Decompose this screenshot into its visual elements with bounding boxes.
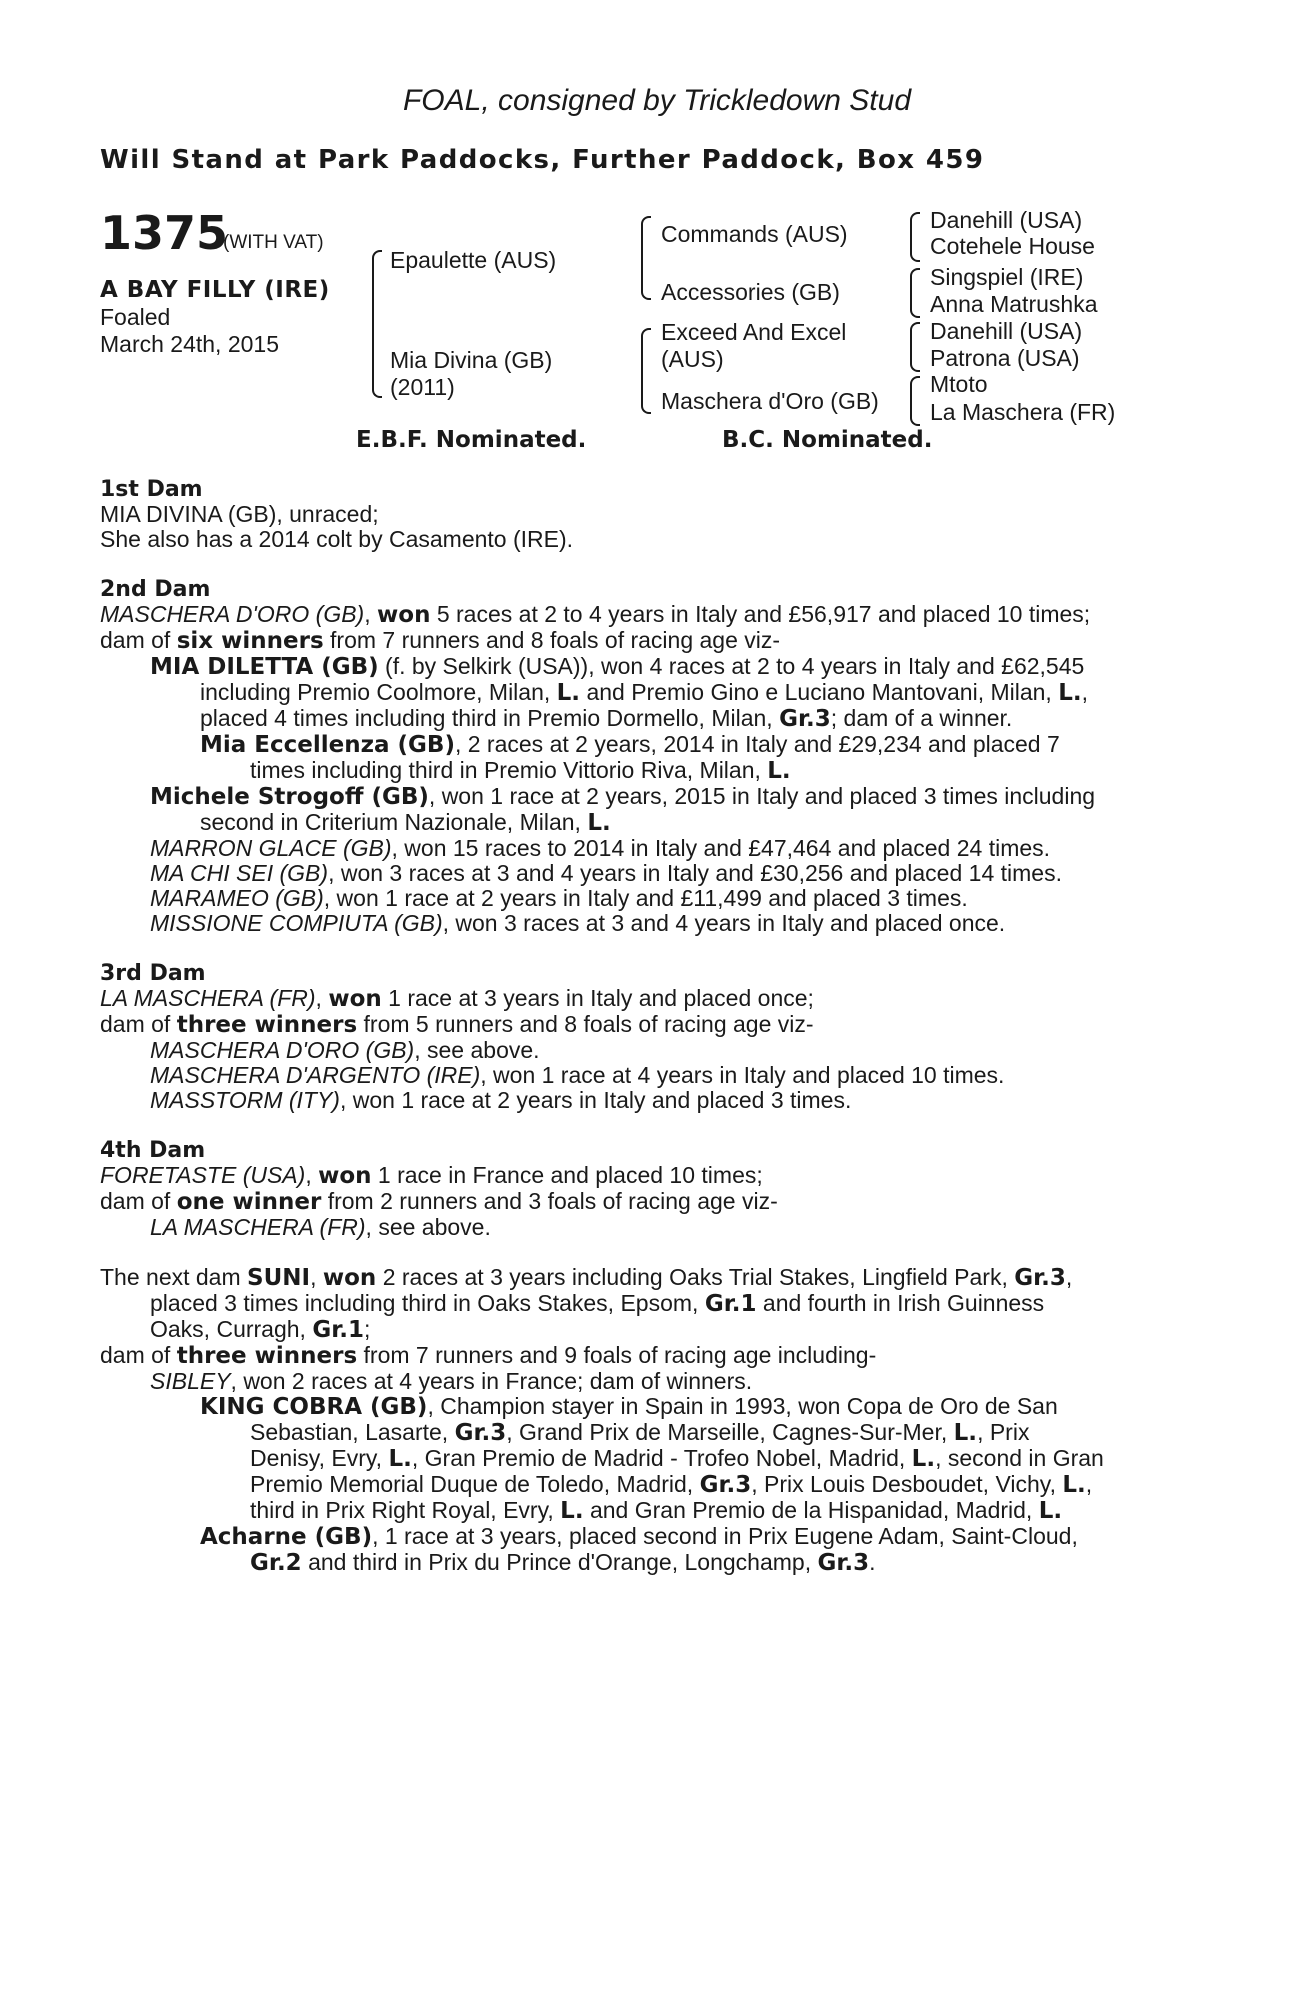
text: , [310,1264,323,1290]
progeny-acharne [100,1524,1212,1550]
text: , 1 race at 3 years, placed second in Prix Eugene Adam, Saint-Cloud, [372,1523,1078,1549]
progeny-continuation [100,1446,1212,1472]
progeny-continuation [100,680,1212,706]
pedigree-gen2-2: Accessories (GB) [661,279,840,305]
third-dam-section [100,961,1212,1113]
text: , Grand Prix de Marseille, Cagnes-Sur-Mer, [506,1419,954,1445]
text: dam of [100,1188,177,1214]
first-dam-heading: 1st Dam [100,477,203,502]
horse-name: FORETASTE (USA) [100,1162,306,1188]
progeny-continuation [100,706,1212,732]
grade: L. [587,810,611,836]
progeny-continuation [100,810,1212,836]
pedigree-gen3-5: Danehill (USA) [930,318,1083,344]
text: from 5 runners and 8 foals of racing age viz- [357,1011,814,1037]
horse-name: MISSIONE COMPIUTA (GB) [150,910,443,936]
progeny-sibley [100,1369,1212,1394]
text: Oaks, Curragh, [150,1316,313,1342]
winners-count: six winners [176,628,324,654]
text: dam of [100,1342,177,1368]
next-dam-line [100,1265,1212,1291]
progeny-michele-strogoff [100,784,1212,810]
ebf-nominated: E.B.F. Nominated. [356,427,587,453]
pedigree-gen2-1: Commands (AUS) [661,221,848,247]
lot-number: 1375 [100,206,229,260]
fourth-dam-produce [100,1189,1212,1215]
text: , won 1 race at 2 years, 2015 in Italy and placed 3 times including [428,783,1096,809]
next-dam-continuation [100,1291,1212,1317]
text: , won 2 races at 4 years in France; dam of winners. [230,1368,753,1394]
grade: L. [953,1420,978,1446]
grade: Gr.1 [312,1317,365,1343]
horse-name: MASCHERA D'ORO (GB) [100,601,365,627]
progeny-continuation [100,1472,1212,1498]
text: , won 3 races at 3 and 4 years in Italy and placed once. [442,910,1006,936]
progeny-king-cobra [100,1394,1212,1420]
text: and Premio Gino e Luciano Mantovani, Milan, [580,679,1059,705]
pedigree-gen2-3: Exceed And Excel [661,319,847,345]
pedigree-gen3-4: Anna Matrushka [930,291,1098,317]
text: placed 4 times including third in Premio Dormello, Milan, [200,705,780,731]
pedigree-dam-year: (2011) [390,374,455,400]
text: The next dam [100,1264,248,1290]
grade: L. [767,758,791,784]
sire-line-brace [641,216,651,300]
grade: L. [1058,680,1082,706]
text: 5 races at 2 to 4 years in Italy and £56,917 and placed 10 times; [430,601,1091,627]
dam-line-brace [641,328,651,414]
progeny-mia-eccellenza [100,732,1212,758]
text: , [1081,679,1089,705]
text: , [315,985,329,1011]
grade: L. [560,1498,584,1524]
text: 1 race in France and placed 10 times; [371,1162,763,1188]
won-label: won [377,602,431,628]
first-dam-note: She also has a 2014 colt by Casamento (IRE). [100,526,574,552]
horse-name: LA MASCHERA (FR) [100,985,316,1011]
text: , won 1 race at 2 years in Italy and £11,499 and placed 3 times. [323,885,968,911]
grade: Gr.2 [250,1550,302,1576]
text: including Premio Coolmore, Milan, [200,679,557,705]
text: third in Prix Right Royal, Evry, [250,1497,561,1523]
horse-name: Mia Eccellenza (GB) [200,732,455,758]
grade: L. [556,680,581,706]
horse-name: Acharne (GB) [200,1524,373,1550]
pedigree-gen2-3b: (AUS) [661,346,724,372]
text: ; dam of a winner. [830,705,1013,731]
horse-name: MA CHI SEI (GB) [150,860,329,886]
grade: L. [1038,1498,1063,1524]
text: , Prix [977,1419,1030,1445]
won-label: won [322,1265,377,1291]
sire-dam-brace [372,250,382,398]
grade: L. [1062,1472,1086,1498]
progeny-continuation [100,1498,1212,1524]
grade: Gr.3 [1014,1265,1066,1291]
third-dam-line [100,986,1212,1012]
progeny-maschera-dargento [100,1063,1212,1088]
horse-name: Michele Strogoff (GB) [150,784,429,810]
first-dam-line: MIA DIVINA (GB), unraced; [100,501,379,527]
winners-count: one winner [176,1189,322,1215]
grade: Gr.3 [817,1550,870,1576]
pedigree-gen3-2: Cotehele House [930,233,1095,259]
next-dam-produce [100,1343,1212,1369]
pedigree-gen2-4: Maschera d'Oro (GB) [661,388,879,414]
bc-nominated: B.C. Nominated. [722,427,933,453]
text: Premio Memorial Duque de Toledo, Madrid, [250,1471,700,1497]
gen3-brace-4 [910,376,920,426]
text: , won 1 race at 4 years in Italy and placed 10 times. [480,1062,1005,1088]
grade: Gr.3 [454,1420,507,1446]
pedigree-gen3-3: Singspiel (IRE) [930,264,1084,290]
text: 1 race at 3 years in Italy and placed once; [381,985,814,1011]
progeny-missione-compiuta [100,911,1212,936]
gen3-brace-2 [910,268,920,318]
text: Denisy, Evry, [250,1445,389,1471]
progeny-marron-glace [100,836,1212,861]
progeny-ma-chi-sei [100,861,1212,886]
second-dam-line [100,602,1212,628]
text: , Prix Louis Desboudet, Vichy, [751,1471,1063,1497]
text: placed 3 times including third in Oaks Stakes, Epsom, [150,1290,705,1316]
horse-name: MASSTORM (ITY) [150,1087,340,1113]
text: , won 3 races at 3 and 4 years in Italy and £30,256 and placed 14 times. [328,860,1062,886]
text: ; [364,1316,371,1342]
text: times including third in Premio Vittorio Riva, Milan, [250,757,768,783]
winners-count: three winners [176,1343,358,1369]
vat-note: (WITH VAT) [223,232,324,253]
text: , [305,1162,319,1188]
gen3-brace-1 [910,212,920,262]
text: and Gran Premio de la Hispanidad, Madrid, [583,1497,1039,1523]
fourth-dam-heading: 4th Dam [100,1138,206,1163]
won-label: won [318,1163,372,1189]
horse-name: MASCHERA D'ARGENTO (IRE) [150,1062,481,1088]
grade: L. [911,1446,936,1472]
progeny-continuation [100,1550,1212,1576]
progeny-continuation [100,1420,1212,1446]
second-dam-section [100,577,1212,936]
text: from 7 runners and 8 foals of racing age viz- [323,627,781,653]
consignor-heading: FOAL, consigned by Trickledown Stud [402,84,912,117]
horse-name: KING COBRA (GB) [200,1394,428,1420]
text: from 2 runners and 3 foals of racing age viz- [321,1188,778,1214]
second-dam-produce [100,628,1212,654]
pedigree-sire: Epaulette (AUS) [390,247,557,273]
text: 2 races at 3 years including Oaks Trial Stakes, Lingfield Park, [376,1264,1015,1290]
text: , won 15 races to 2014 in Italy and £47,464 and placed 24 times. [391,835,1051,861]
text: , won 1 race at 2 years in Italy and placed 3 times. [339,1087,852,1113]
text: . [869,1549,876,1575]
horse-name: SIBLEY [150,1368,231,1394]
fourth-dam-line [100,1163,1212,1189]
horse-name: MARAMEO (GB) [150,885,324,911]
text: , [364,601,378,627]
pedigree-gen3-6: Patrona (USA) [930,345,1080,371]
text: dam of [100,1011,177,1037]
progeny-mia-diletta [100,654,1212,680]
stand-location: Will Stand at Park Paddocks, Further Paddock, Box 459 [100,145,985,175]
pedigree-gen3-8: La Maschera (FR) [930,399,1116,425]
pedigree-dam: Mia Divina (GB) [390,347,553,373]
text: , Gran Premio de Madrid - Trofeo Nobel, Madrid, [411,1445,912,1471]
pedigree-gen3-1: Danehill (USA) [930,207,1083,233]
third-dam-heading: 3rd Dam [100,961,206,986]
text: , 2 races at 2 years, 2014 in Italy and £29,234 and placed 7 [454,731,1060,757]
progeny-la-maschera [100,1215,1212,1240]
foaled-label: Foaled [100,304,171,330]
winners-count: three winners [176,1012,358,1038]
text: second in Criterium Nazionale, Milan, [200,809,588,835]
text: , [1065,1264,1073,1290]
horse-name: LA MASCHERA (FR) [150,1214,366,1240]
next-dam-section [100,1265,1212,1576]
text: , second in Gran [935,1445,1104,1471]
horse-name: MIA DILETTA (GB) [150,654,379,680]
horse-name: MASCHERA D'ORO (GB) [150,1037,415,1063]
fourth-dam-section [100,1138,1212,1240]
text: dam of [100,627,177,653]
first-dam-section [100,477,1212,552]
grade: Gr.3 [699,1472,752,1498]
grade: Gr.1 [704,1291,757,1317]
horse-name: SUNI [247,1265,311,1291]
text: (f. by Selkirk (USA)), won 4 races at 2 to 4 years in Italy and £62,545 [378,653,1085,679]
gen3-brace-3 [910,322,920,372]
text: , Champion stayer in Spain in 1993, won Copa de Oro de San [427,1393,1058,1419]
progeny-marameo [100,886,1212,911]
catalogue-text [100,477,1212,1601]
text: from 7 runners and 9 foals of racing age including- [357,1342,877,1368]
lot-description: A BAY FILLY (IRE) [100,277,330,303]
next-dam-continuation [100,1317,1212,1343]
pedigree-gen3-7: Mtoto [930,371,988,397]
grade: Gr.3 [779,706,831,732]
text: , see above. [414,1037,540,1063]
foaled-date: March 24th, 2015 [100,331,280,357]
grade: L. [388,1446,412,1472]
text: and third in Prix du Prince d'Orange, Longchamp, [301,1549,818,1575]
text: and fourth in Irish Guinness [756,1290,1045,1316]
third-dam-produce [100,1012,1212,1038]
progeny-maschera-doro [100,1038,1212,1063]
progeny-masstorm [100,1088,1212,1113]
won-label: won [328,986,382,1012]
text: Sebastian, Lasarte, [250,1419,455,1445]
text: , [1085,1471,1093,1497]
second-dam-heading: 2nd Dam [100,577,211,602]
progeny-continuation [100,758,1212,784]
text: , see above. [365,1214,491,1240]
horse-name: MARRON GLACE (GB) [150,835,392,861]
